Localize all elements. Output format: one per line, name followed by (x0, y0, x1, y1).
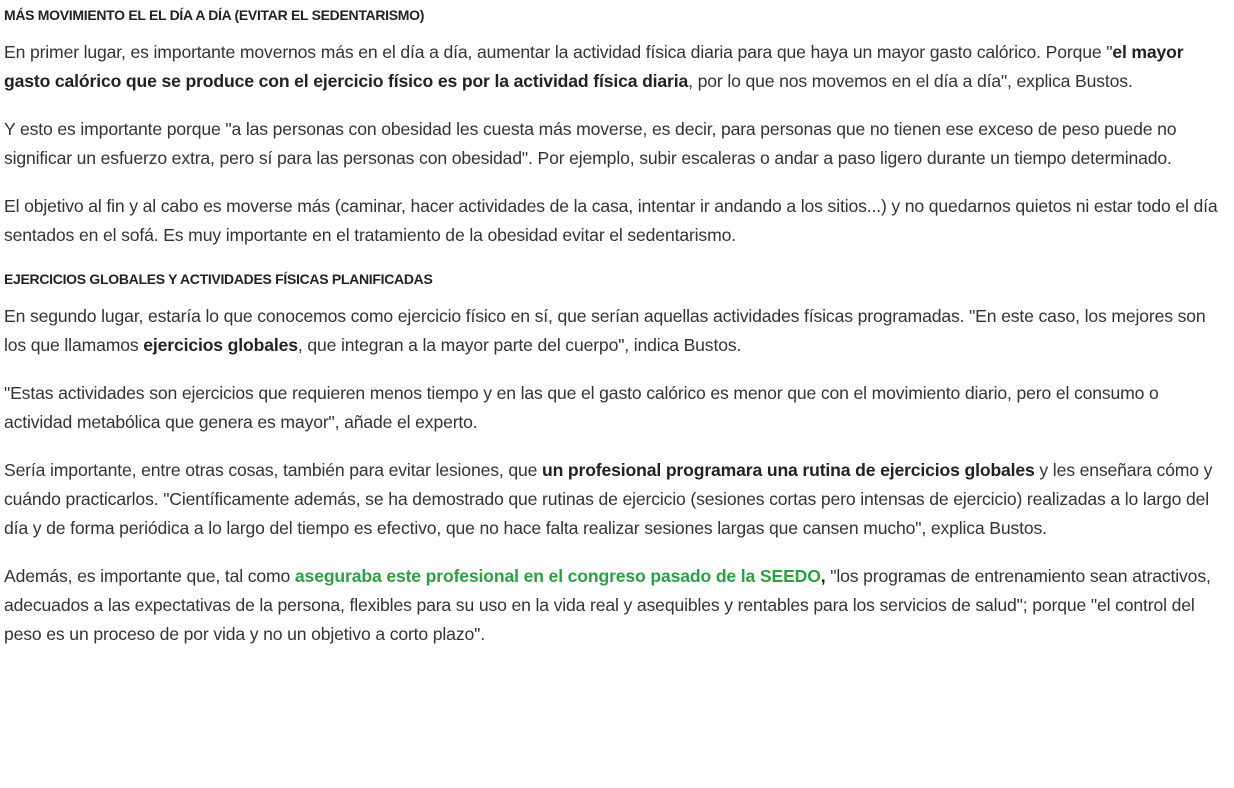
bold-term: ejercicios globales (143, 335, 298, 355)
paragraph-text: y les enseñara cómo y cuándo practicarlos. "Científicamente además, se ha demostrado que rutinas de ejercicio (sesiones cortas pero intensas de ejercicio) realizadas a lo largo del día y de forma periódica a lo largo del tiempo es efectivo, que no hace falta realizar sesiones largas que cansen mucho", explica Bustos. (4, 460, 1213, 538)
bold-quote: el mayor gasto calórico que se produce con el ejercicio físico es por la actividad física diaria (4, 42, 1184, 91)
paragraph-ejercicios-4 (4, 562, 1228, 649)
paragraph-ejercicios-1 (4, 302, 1228, 360)
paragraph-movimiento-2: Y esto es importante porque "a las personas con obesidad les cuesta más moverse, es decir, para personas que no tienen ese exceso de peso puede no significar un esfuerzo extra, pero sí para las personas con obesidad". Por ejemplo, subir escaleras o andar a paso ligero durante un tiempo determinado. (4, 119, 1177, 168)
bold-comma: , (820, 566, 826, 586)
paragraph-text: , que integran a la mayor parte del cuerpo", indica Bustos. (297, 335, 742, 355)
seedo-congress-link[interactable]: aseguraba este profesional en el congreso pasado de la SEEDO (294, 566, 821, 586)
paragraph-text: Además, es importante que, tal como (4, 566, 295, 586)
paragraph-ejercicios-2: "Estas actividades son ejercicios que requieren menos tiempo y en las que el gasto calórico es menor que con el movimiento diario, pero el consumo o actividad metabólica que genera es mayor", añade el experto. (4, 383, 1159, 432)
paragraph-ejercicios-3 (4, 456, 1228, 543)
paragraph-movimiento-1 (4, 38, 1228, 96)
section-heading-ejercicios: EJERCICIOS GLOBALES Y ACTIVIDADES FÍSICAS PLANIFICADAS (4, 271, 433, 287)
bold-phrase: un profesional programara una rutina de ejercicios globales (541, 460, 1035, 480)
paragraph-text: En segundo lugar, estaría lo que conocemos como ejercicio físico en sí, que serían aquellas actividades físicas programadas. "En este caso, los mejores son los que llamamos (4, 306, 1206, 355)
paragraph-text: , por lo que nos movemos en el día a día", explica Bustos. (688, 71, 1133, 91)
paragraph-text: Sería importante, entre otras cosas, también para evitar lesiones, que (4, 460, 542, 480)
section-heading-movimiento: MÁS MOVIMIENTO EL EL DÍA A DÍA (EVITAR EL SEDENTARISMO) (4, 7, 425, 23)
paragraph-text: "los programas de entrenamiento sean atractivos, adecuados a las expectativas de la persona, flexibles para su uso en la vida real y asequibles y rentables para los servicios de salud"; porque "el control del peso es un proceso de por vida y no un objetivo a corto plazo". (4, 566, 1211, 644)
paragraph-text: En primer lugar, es importante movernos más en el día a día, aumentar la actividad física diaria para que haya un mayor gasto calórico. Porque " (4, 42, 1113, 62)
paragraph-movimiento-3: El objetivo al fin y al cabo es moverse más (caminar, hacer actividades de la casa, intentar ir andando a los sitios...) y no quedarnos quietos ni estar todo el día sentados en el sofá. Es muy importante en el tratamiento de la obesidad evitar el sedentarismo. (4, 196, 1218, 245)
